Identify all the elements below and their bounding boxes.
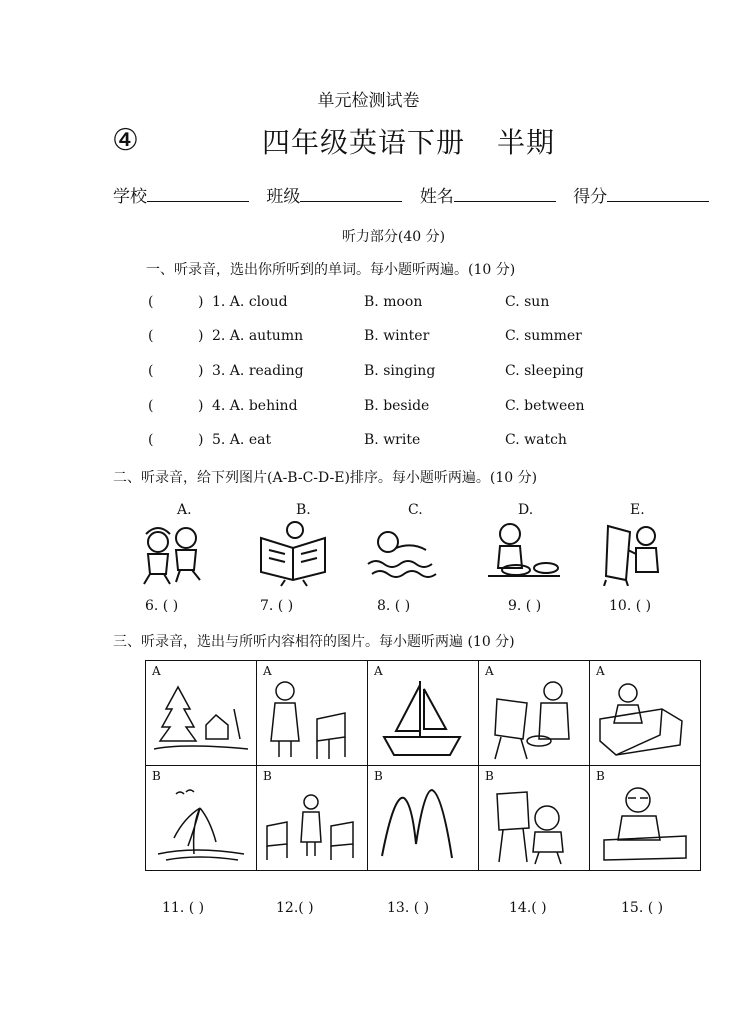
exam-title-suffix: 半期: [497, 126, 556, 159]
girl-beside-chair-picture: [265, 679, 359, 761]
answer-blank-11[interactable]: 11. ( ): [162, 900, 205, 916]
cell-13-a[interactable]: [368, 661, 479, 766]
answer-blank-9[interactable]: 9. ( ): [508, 598, 542, 614]
exam-title-main: 四年级英语下册: [262, 126, 466, 159]
question-row-3: [148, 363, 688, 383]
girl-between-chairs-picture: [265, 784, 359, 866]
cell-15-b[interactable]: [590, 766, 701, 871]
sailboat-picture: [376, 679, 470, 761]
answer-paren-left: (: [148, 398, 154, 414]
question-row-5: [148, 432, 688, 452]
score-blank[interactable]: [607, 200, 709, 202]
name-label: 姓名: [419, 187, 454, 207]
picture-label-a: A.: [177, 502, 192, 518]
answer-blank-6[interactable]: 6. ( ): [145, 598, 179, 614]
picture-label-e: E.: [630, 502, 645, 518]
option-c: C. summer: [505, 328, 582, 344]
man-painting-picture: [487, 679, 581, 761]
exam-subtitle: 单元检测试卷: [317, 91, 420, 111]
boy-drawing-picture: [487, 784, 581, 866]
exam-title: [262, 121, 555, 161]
cell-14-b[interactable]: [479, 766, 590, 871]
school-blank[interactable]: [147, 200, 249, 202]
child-painting-picture: [600, 520, 666, 586]
winter-scene-picture: [154, 679, 248, 759]
boy-at-desk-picture: [598, 679, 692, 761]
student-info-line: [113, 182, 709, 207]
spring-scene-picture: [154, 784, 248, 866]
option-b: B. write: [364, 432, 421, 448]
answer-paren-right: ): [198, 398, 204, 414]
row-a: [146, 661, 701, 766]
option-a: 2. A. autumn: [212, 328, 304, 344]
picture-label-b: B.: [296, 502, 311, 518]
choice-label-b: B: [596, 769, 605, 783]
listening-heading: 听力部分(40 分): [341, 229, 446, 245]
question-row-2: [148, 328, 688, 348]
answer-paren-right: ): [198, 432, 204, 448]
picture-choice-grid: [145, 660, 701, 871]
option-b: B. beside: [364, 398, 430, 414]
choice-label-b: B: [263, 769, 272, 783]
cell-14-a[interactable]: [479, 661, 590, 766]
row-b: [146, 766, 701, 871]
answer-paren-right: ): [198, 363, 204, 379]
answer-paren-right: ): [198, 328, 204, 344]
choice-label-a: A: [596, 664, 605, 678]
choice-label-a: A: [485, 664, 494, 678]
answer-blank-10[interactable]: 10. ( ): [609, 598, 652, 614]
option-a: 1. A. cloud: [212, 294, 288, 310]
cell-13-b[interactable]: [368, 766, 479, 871]
children-playing-picture: [130, 520, 212, 588]
boy-swimming-picture: [366, 524, 442, 584]
section2-heading: 二、听录音，给下列图片(A-B-C-D-E)排序。每小题听两遍。(10 分): [113, 470, 538, 486]
choice-label-b: B: [152, 769, 161, 783]
choice-label-a: A: [152, 664, 161, 678]
option-a: 4. A. behind: [212, 398, 298, 414]
choice-label-a: A: [374, 664, 383, 678]
choice-label-a: A: [263, 664, 272, 678]
option-a: 3. A. reading: [212, 363, 304, 379]
cell-12-b[interactable]: [257, 766, 368, 871]
picture-label-d: D.: [518, 502, 534, 518]
answer-blank-7[interactable]: 7. ( ): [260, 598, 294, 614]
answer-blank-13[interactable]: 13. ( ): [387, 900, 430, 916]
school-label: 学校: [113, 187, 147, 207]
option-c: C. between: [505, 398, 585, 414]
answer-blank-12[interactable]: 12.( ): [276, 900, 314, 916]
girl-eating-picture: [484, 520, 564, 584]
cell-11-b[interactable]: [146, 766, 257, 871]
score-label: 得分: [573, 187, 608, 207]
answer-paren-left: (: [148, 328, 154, 344]
option-c: C. watch: [505, 432, 567, 448]
class-label: 班级: [266, 187, 301, 207]
boy-reading-picture: [255, 520, 331, 588]
option-b: B. winter: [364, 328, 430, 344]
exam-number: ④: [112, 123, 139, 158]
option-c: C. sun: [505, 294, 550, 310]
answer-blank-15[interactable]: 15. ( ): [621, 900, 664, 916]
name-blank[interactable]: [454, 200, 556, 202]
option-c: C. sleeping: [505, 363, 584, 379]
choice-label-b: B: [374, 769, 383, 783]
answer-blank-8[interactable]: 8. ( ): [377, 598, 411, 614]
cell-12-a[interactable]: [257, 661, 368, 766]
question-row-1: [148, 294, 688, 314]
answer-paren-right: ): [198, 294, 204, 310]
option-b: B. singing: [364, 363, 436, 379]
boy-writing-picture: [598, 784, 692, 866]
mountains-picture: [376, 784, 470, 866]
section1-heading: 一、听录音，选出你所听到的单词。每小题听两遍。(10 分): [146, 262, 516, 278]
section3-heading: 三、听录音，选出与所听内容相符的图片。每小题听两遍 (10 分): [113, 634, 515, 650]
picture-label-c: C.: [408, 502, 423, 518]
cell-15-a[interactable]: [590, 661, 701, 766]
option-a: 5. A. eat: [212, 432, 272, 448]
cell-11-a[interactable]: [146, 661, 257, 766]
question-row-4: [148, 398, 688, 418]
answer-paren-left: (: [148, 294, 154, 310]
option-b: B. moon: [364, 294, 423, 310]
answer-blank-14[interactable]: 14.( ): [509, 900, 547, 916]
choice-label-b: B: [485, 769, 494, 783]
class-blank[interactable]: [300, 200, 402, 202]
answer-paren-left: (: [148, 432, 154, 448]
answer-paren-left: (: [148, 363, 154, 379]
